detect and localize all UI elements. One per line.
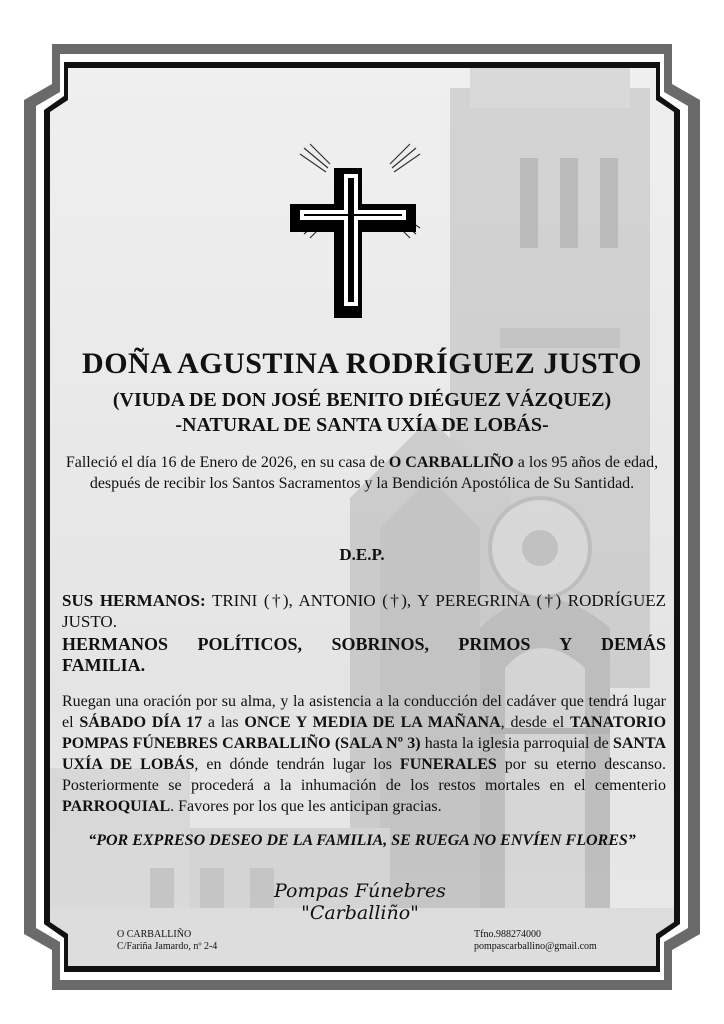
rites-text: a las	[202, 714, 245, 731]
native-line: -NATURAL DE SANTA UXÍA DE LOBÁS-	[175, 414, 549, 436]
siblings-line	[62, 590, 666, 632]
rites-cemetery: PARROQUIAL	[62, 798, 171, 815]
rites-church: SANTA UXÍA DE LOBÁS	[62, 735, 666, 773]
death-notice	[62, 452, 662, 494]
rites-venue: TANATORIO POMPAS FÚNEBRES CARBALLIÑO (SALA Nº 3)	[62, 714, 667, 752]
funeral-home-logo	[270, 880, 450, 924]
family-others-line1: HERMANOS POLÍTICOS, SOBRINOS, PRIMOS Y DEMÁS	[62, 634, 666, 654]
rites-text: , en dónde tendrán lugar los	[194, 756, 400, 773]
death-place: O CARBALLIÑO	[388, 454, 514, 471]
siblings-names: TRINI (†), ANTONIO (†), Y PEREGRINA (†) RODRÍGUEZ JUSTO.	[62, 591, 666, 631]
cross-emblem	[290, 138, 430, 318]
siblings-label: SUS HERMANOS:	[62, 591, 206, 610]
flowers-note: “POR EXPRESO DESEO DE LA FAMILIA, SE RUEGA NO ENVÍEN FLORES”	[88, 832, 636, 849]
rites-text: hasta la iglesia parroquial de	[420, 735, 613, 752]
rites-time: ONCE Y MEDIA DE LA MAÑANA	[244, 714, 501, 731]
rites-text: Ruegan una oración por su alma, y la asistencia a la conducción del cadáver que tendrá lugar el	[62, 693, 666, 731]
logo-line1: Pompas Fúnebres	[274, 880, 446, 902]
rites-text: , desde el	[500, 714, 571, 731]
death-text: Falleció el día 16 de Enero de 2026, en su casa de	[65, 454, 389, 471]
dep-label: D.E.P.	[339, 545, 385, 564]
footer-address: C/Fariña Jamardo, nº 2-4	[117, 941, 218, 952]
family-others-line2: FAMILIA.	[62, 655, 146, 675]
rites-day: SÁBADO DÍA 17	[79, 714, 203, 731]
widow-line: (VIUDA DE DON JOSÉ BENITO DIÉGUEZ VÁZQUEZ)	[112, 389, 612, 411]
death-text-2: a los 95 años de edad, después de recibir los Santos Sacramentos y la Bendición Apostólica de Su Santidad.	[89, 454, 659, 492]
rites-text: por su eterno descanso. Posteriormente se procederá a la inhumación de los restos mortales en el cementerio	[62, 756, 666, 794]
rites-text: . Favores por los que les anticipan gracias.	[170, 798, 442, 815]
rites-funerals: FUNERALES	[399, 756, 497, 773]
deceased-name: DOÑA AGUSTINA RODRÍGUEZ JUSTO	[82, 347, 642, 380]
logo-line2: "Carballiño"	[301, 902, 419, 924]
funeral-rites	[62, 691, 666, 817]
footer-city: O CARBALLIÑO	[117, 929, 192, 940]
footer-email: pompascarballino@gmail.com	[474, 941, 597, 952]
footer-phone: Tfno.988274000	[474, 929, 541, 940]
